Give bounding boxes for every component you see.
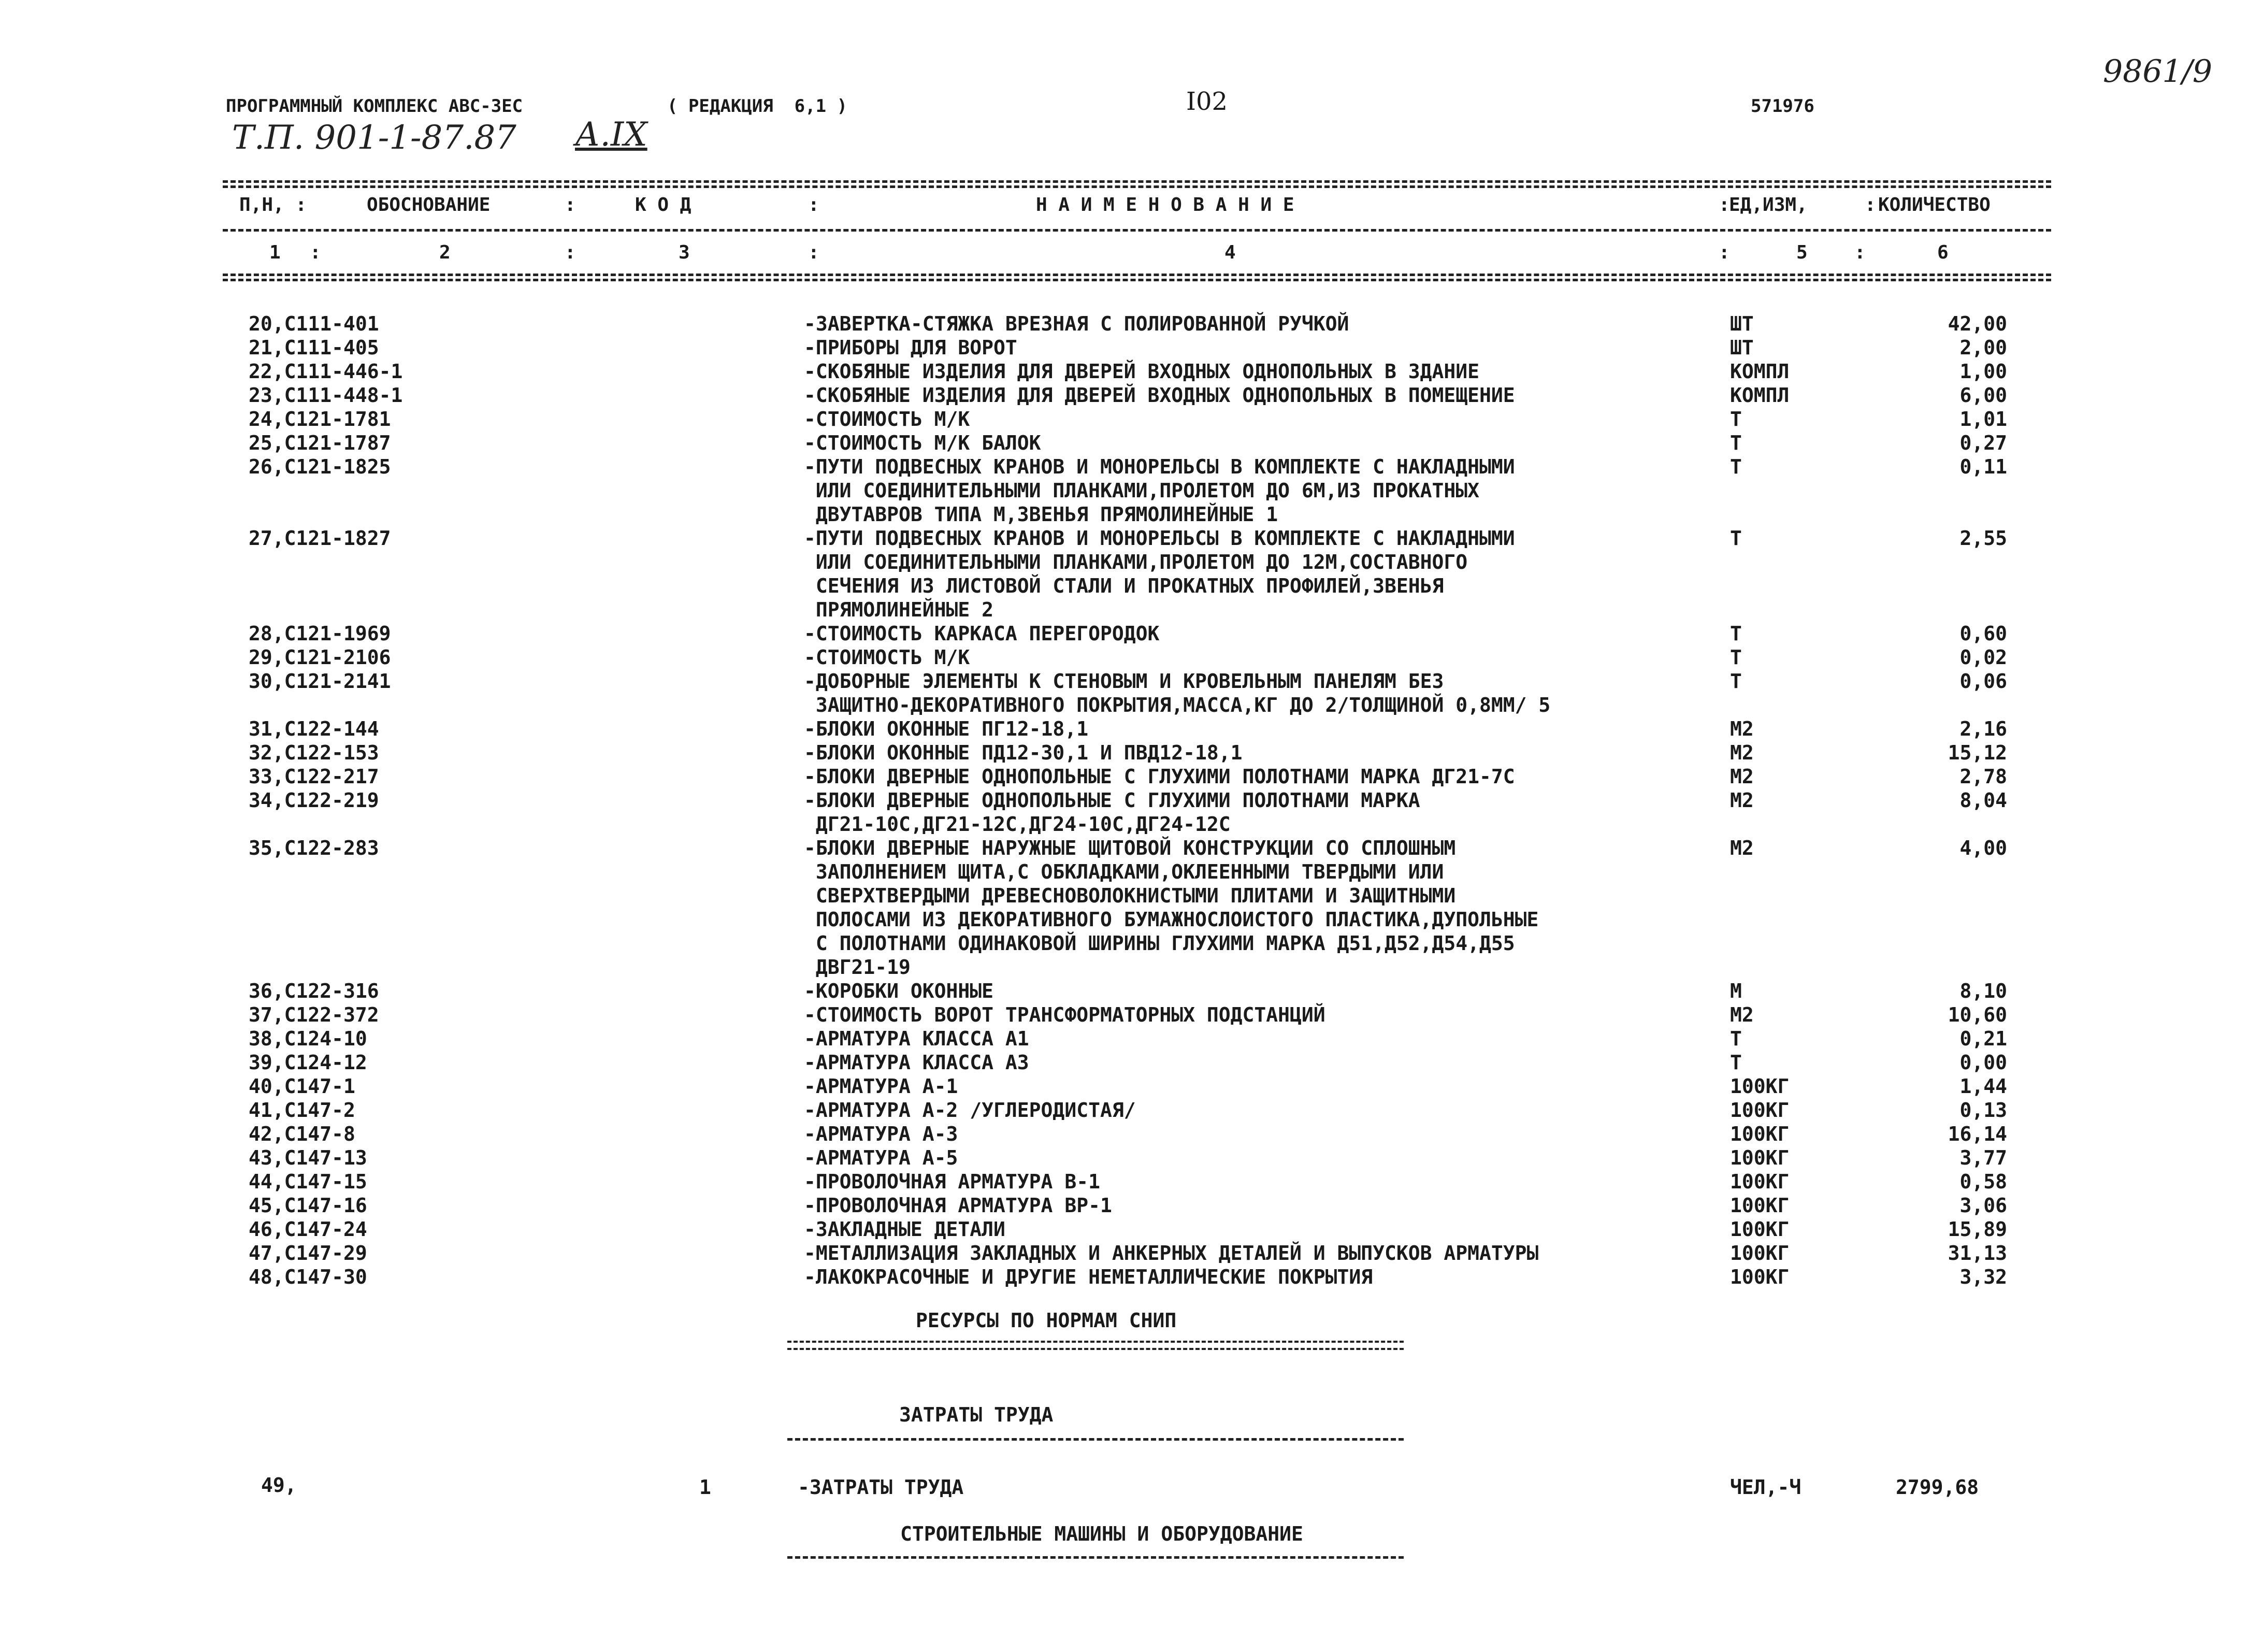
table-row <box>0 1170 2263 1194</box>
row-quantity: 10,60 <box>1948 1003 2007 1026</box>
row-position: 29,С121-2106 <box>249 646 391 669</box>
row-quantity: 2,78 <box>1959 765 2007 788</box>
row-name: -СТОИМОСТЬ ВОРОТ ТРАНСФОРМАТОРНЫХ ПОДСТАНЦИЙ <box>804 1003 1325 1026</box>
row-name: -БЛОКИ ДВЕРНЫЕ ОДНОПОЛЬНЫЕ С ГЛУХИМИ ПОЛОТНАМИ МАРКА ДГ21-7С <box>804 765 1515 788</box>
row-name: -СТОИМОСТЬ М/К <box>804 646 970 669</box>
row-quantity: 3,77 <box>1959 1146 2007 1169</box>
row-position: 28,С121-1969 <box>249 622 391 645</box>
row-quantity: 1,00 <box>1959 360 2007 383</box>
col-num-2: 2 <box>439 242 451 263</box>
col-head-name: Н А И М Е Н О В А Н И Е <box>1036 194 1294 216</box>
row-quantity: 3,32 <box>1959 1266 2007 1288</box>
table-row <box>0 622 2263 645</box>
row-position: 26,С121-1825 <box>249 455 391 478</box>
row-unit: М2 <box>1730 717 1754 740</box>
row-quantity: 0,00 <box>1959 1051 2007 1074</box>
row-quantity: 4,00 <box>1959 837 2007 859</box>
row-quantity: 0,60 <box>1959 622 2007 645</box>
row-unit: М2 <box>1730 741 1754 764</box>
row-name: -БЛОКИ ОКОННЫЕ ПГ12-18,1 <box>804 717 1089 740</box>
col-head-basis: ОБОСНОВАНИЕ <box>367 194 491 216</box>
table-row <box>0 836 2263 979</box>
table-row <box>0 1265 2263 1289</box>
document-code: 571976 <box>1751 96 1814 117</box>
row-quantity: 3,06 <box>1959 1194 2007 1217</box>
row-position: 44,С147-15 <box>249 1170 367 1193</box>
row-unit: 100КГ <box>1730 1242 1790 1265</box>
row-quantity: 0,11 <box>1959 455 2007 478</box>
row-position: 43,С147-13 <box>249 1146 367 1169</box>
row-unit: 100КГ <box>1730 1146 1790 1169</box>
table-row <box>0 717 2263 741</box>
header-rule-top <box>223 180 2051 183</box>
row-unit: Т <box>1730 1051 1742 1074</box>
row-quantity: 2,16 <box>1959 717 2007 740</box>
row-unit: 100КГ <box>1730 1123 1790 1145</box>
row-position: 27,С121-1827 <box>249 527 391 550</box>
table-row <box>0 979 2263 1003</box>
row-position: 35,С122-283 <box>249 837 379 859</box>
section-machines: СТРОИТЕЛЬНЫЕ МАШИНЫ И ОБОРУДОВАНИЕ <box>900 1522 1303 1545</box>
row-name: -АРМАТУРА КЛАССА А1 <box>804 1027 1029 1050</box>
row-unit: М2 <box>1730 765 1754 788</box>
row-quantity: 0,21 <box>1959 1027 2007 1050</box>
table-row <box>0 788 2263 836</box>
handwritten-album: А.IX <box>575 116 647 154</box>
row-unit: М <box>1730 980 1742 1002</box>
row-position: 42,С147-8 <box>249 1123 355 1145</box>
header-rule-bottom-2 <box>223 279 2051 281</box>
row-unit: М2 <box>1730 1003 1754 1026</box>
row-position: 40,С147-1 <box>249 1075 355 1098</box>
row-quantity: 15,12 <box>1948 741 2007 764</box>
row-name: -АРМАТУРА КЛАССА А3 <box>804 1051 1029 1074</box>
row-position: 36,С122-316 <box>249 980 379 1002</box>
row-unit: 100КГ <box>1730 1170 1790 1193</box>
labor-row-code: 1 <box>699 1476 711 1499</box>
row-name: -СКОБЯНЫЕ ИЗДЕЛИЯ ДЛЯ ДВЕРЕЙ ВХОДНЫХ ОДНОПОЛЬНЫХ В ПОМЕЩЕНИЕ <box>804 384 1515 407</box>
row-position: 38,С124-10 <box>249 1027 367 1050</box>
row-unit: Т <box>1730 432 1742 454</box>
table-row <box>0 1146 2263 1170</box>
col-sep: : <box>1719 242 1730 263</box>
col-head-code: К О Д <box>635 194 691 216</box>
row-unit: Т <box>1730 646 1742 669</box>
row-unit: Т <box>1730 408 1742 430</box>
row-position: 37,С122-372 <box>249 1003 379 1026</box>
row-name: -ПРИБОРЫ ДЛЯ ВОРОТ <box>804 336 1017 359</box>
row-unit: 100КГ <box>1730 1266 1790 1288</box>
row-quantity: 0,58 <box>1959 1170 2007 1193</box>
row-position: 41,С147-2 <box>249 1099 355 1122</box>
table-row <box>0 360 2263 383</box>
row-position: 25,С121-1787 <box>249 432 391 454</box>
header-rule-top-2 <box>223 185 2051 188</box>
section-machines-rule <box>787 1556 1404 1559</box>
row-quantity: 2,00 <box>1959 336 2007 359</box>
row-quantity: 2,55 <box>1959 527 2007 550</box>
table-row <box>0 526 2263 622</box>
row-unit: Т <box>1730 670 1742 693</box>
row-quantity: 1,01 <box>1959 408 2007 430</box>
row-name: -АРМАТУРА А-2 /УГЛЕРОДИСТАЯ/ <box>804 1099 1136 1122</box>
table-row <box>0 1217 2263 1241</box>
row-position: 21,С111-405 <box>249 336 379 359</box>
row-unit: Т <box>1730 622 1742 645</box>
row-unit: Т <box>1730 455 1742 478</box>
row-name: -ПРОВОЛОЧНАЯ АРМАТУРА ВР-1 <box>804 1194 1112 1217</box>
row-quantity: 8,04 <box>1959 789 2007 812</box>
col-sep: : <box>310 242 321 263</box>
table-row <box>0 336 2263 360</box>
col-num-1: 1 <box>269 242 281 263</box>
table-row <box>0 1074 2263 1098</box>
table-row <box>0 1027 2263 1051</box>
table-row <box>0 407 2263 431</box>
col-sep: : <box>565 194 576 216</box>
col-sep: : <box>808 242 819 263</box>
row-position: 31,С122-144 <box>249 717 379 740</box>
row-quantity: 0,27 <box>1959 432 2007 454</box>
table-row <box>0 455 2263 526</box>
row-quantity: 15,89 <box>1948 1218 2007 1241</box>
table-row <box>0 431 2263 455</box>
row-unit: 100КГ <box>1730 1194 1790 1217</box>
row-name: -ПРОВОЛОЧНАЯ АРМАТУРА В-1 <box>804 1170 1100 1193</box>
row-name: -ПУТИ ПОДВЕСНЫХ КРАНОВ И МОНОРЕЛЬСЫ В КОМПЛЕКТЕ С НАКЛАДНЫМИ ИЛИ СОЕДИНИТЕЛЬНЫМИ ПЛАНКАМИ,ПРОЛЕТОМ ДО 12М,СОСТАВНОГО СЕЧЕНИЯ ИЗ ЛИСТОВОЙ СТАЛИ И ПРОКАТНЫХ ПРОФИЛЕЙ,ЗВЕНЬЯ ПРЯМОЛИНЕЙНЫЕ 2 <box>804 527 1515 621</box>
program-title: ПРОГРАММНЫЙ КОМПЛЕКС АВС-3ЕС <box>226 96 523 117</box>
row-name: -АРМАТУРА А-3 <box>804 1123 958 1145</box>
estimate-table <box>0 312 2263 1289</box>
row-unit: Т <box>1730 527 1742 550</box>
row-name: -БЛОКИ ДВЕРНЫЕ ОДНОПОЛЬНЫЕ С ГЛУХИМИ ПОЛОТНАМИ МАРКА ДГ21-10С,ДГ21-12С,ДГ24-10С,ДГ24-12С <box>804 789 1420 836</box>
table-row <box>0 1098 2263 1122</box>
table-row <box>0 312 2263 336</box>
table-row <box>0 669 2263 717</box>
row-name: -СТОИМОСТЬ М/К БАЛОК <box>804 432 1041 454</box>
table-row <box>0 1122 2263 1146</box>
row-name: -СТОИМОСТЬ М/К <box>804 408 970 430</box>
header-rule-mid <box>223 229 2051 232</box>
col-sep: : <box>1719 194 1730 216</box>
row-position: 24,С121-1781 <box>249 408 391 430</box>
row-unit: Т <box>1730 1027 1742 1050</box>
col-head-pn: П,Н, : <box>239 194 307 216</box>
page-number: I02 <box>1186 87 1228 116</box>
table-row <box>0 1194 2263 1217</box>
col-num-6: 6 <box>1937 242 1949 263</box>
table-row <box>0 1241 2263 1265</box>
section-labor-rule <box>787 1438 1404 1441</box>
row-unit: КОМПЛ <box>1730 360 1790 383</box>
labor-row-pos: 49, <box>261 1474 297 1497</box>
row-position: 30,С121-2141 <box>249 670 391 693</box>
row-name: -КОРОБКИ ОКОННЫЕ <box>804 980 994 1002</box>
col-num-4: 4 <box>1224 242 1236 263</box>
row-name: -МЕТАЛЛИЗАЦИЯ ЗАКЛАДНЫХ И АНКЕРНЫХ ДЕТАЛЕЙ И ВЫПУСКОВ АРМАТУРЫ <box>804 1242 1539 1265</box>
row-unit: КОМПЛ <box>1730 384 1790 407</box>
row-position: 47,С147-29 <box>249 1242 367 1265</box>
row-name: -СКОБЯНЫЕ ИЗДЕЛИЯ ДЛЯ ДВЕРЕЙ ВХОДНЫХ ОДНОПОЛЬНЫХ В ЗДАНИЕ <box>804 360 1480 383</box>
section-resources-double-rule <box>787 1341 1404 1350</box>
row-position: 34,С122-219 <box>249 789 379 812</box>
row-quantity: 42,00 <box>1948 312 2007 335</box>
row-position: 32,С122-153 <box>249 741 379 764</box>
col-sep: : <box>1854 242 1866 263</box>
row-name: -АРМАТУРА А-5 <box>804 1146 958 1169</box>
table-row <box>0 1003 2263 1027</box>
table-row <box>0 765 2263 788</box>
section-labor: ЗАТРАТЫ ТРУДА <box>899 1403 1054 1426</box>
row-unit: 100КГ <box>1730 1075 1790 1098</box>
row-quantity: 0,06 <box>1959 670 2007 693</box>
row-position: 20,С111-401 <box>249 312 379 335</box>
table-row <box>0 383 2263 407</box>
section-resources: РЕСУРСЫ ПО НОРМАМ СНИП <box>916 1309 1177 1332</box>
col-num-5: 5 <box>1796 242 1808 263</box>
row-quantity: 8,10 <box>1959 980 2007 1002</box>
col-head-unit: ЕД,ИЗМ, <box>1729 194 1808 216</box>
row-position: 45,С147-16 <box>249 1194 367 1217</box>
row-position: 33,С122-217 <box>249 765 379 788</box>
row-name: -АРМАТУРА А-1 <box>804 1075 958 1098</box>
row-position: 23,С111-448-1 <box>249 384 403 407</box>
table-row <box>0 741 2263 765</box>
row-position: 39,С124-12 <box>249 1051 367 1074</box>
row-name: -ПУТИ ПОДВЕСНЫХ КРАНОВ И МОНОРЕЛЬСЫ В КОМПЛЕКТЕ С НАКЛАДНЫМИ ИЛИ СОЕДИНИТЕЛЬНЫМИ ПЛАНКАМИ,ПРОЛЕТОМ ДО 6М,ИЗ ПРОКАТНЫХ ДВУТАВРОВ ТИПА М,ЗВЕНЬЯ ПРЯМОЛИНЕЙНЫЕ 1 <box>804 455 1515 526</box>
labor-row-name: -ЗАТРАТЫ ТРУДА <box>798 1476 964 1499</box>
col-sep: : <box>808 194 819 216</box>
row-name: -ЗАВЕРТКА-СТЯЖКА ВРЕЗНАЯ С ПОЛИРОВАННОЙ РУЧКОЙ <box>804 312 1349 335</box>
row-quantity: 31,13 <box>1948 1242 2007 1265</box>
col-sep: : <box>1865 194 1876 216</box>
handwritten-corner-number: 9861/9 <box>2103 53 2213 90</box>
table-row <box>0 645 2263 669</box>
row-unit: ШТ <box>1730 336 1754 359</box>
table-row <box>0 1051 2263 1074</box>
row-position: 22,С111-446-1 <box>249 360 403 383</box>
row-name: -ДОБОРНЫЕ ЭЛЕМЕНТЫ К СТЕНОВЫМ И КРОВЕЛЬНЫМ ПАНЕЛЯМ БЕЗ ЗАЩИТНО-ДЕКОРАТИВНОГО ПОКРЫТИЯ,МАССА,КГ ДО 2/ТОЛЩИНОЙ 0,8ММ/ 5 <box>804 670 1551 716</box>
labor-row-qty: 2799,68 <box>1896 1476 1979 1499</box>
row-position: 48,С147-30 <box>249 1266 367 1288</box>
row-quantity: 6,00 <box>1959 384 2007 407</box>
row-quantity: 0,13 <box>1959 1099 2007 1122</box>
col-sep: : <box>565 242 576 263</box>
row-name: -ЛАКОКРАСОЧНЫЕ И ДРУГИЕ НЕМЕТАЛЛИЧЕСКИЕ ПОКРЫТИЯ <box>804 1266 1373 1288</box>
row-quantity: 0,02 <box>1959 646 2007 669</box>
labor-row-unit: ЧЕЛ,-Ч <box>1730 1476 1801 1499</box>
header-rule-bottom <box>223 274 2051 276</box>
row-unit: М2 <box>1730 789 1754 812</box>
edition-label: ( РЕДАКЦИЯ 6,1 ) <box>667 96 847 117</box>
handwritten-project: Т.П. 901-1-87.87 <box>232 119 516 157</box>
row-quantity: 16,14 <box>1948 1123 2007 1145</box>
row-unit: М2 <box>1730 837 1754 859</box>
row-unit: 100КГ <box>1730 1099 1790 1122</box>
row-name: -БЛОКИ ДВЕРНЫЕ НАРУЖНЫЕ ЩИТОВОЙ КОНСТРУКЦИИ СО СПЛОШНЫМ ЗАПОЛНЕНИЕМ ЩИТА,С ОБКЛАДКАМИ,ОКЛЕЕННЫМИ ТВЕРДЫМИ ИЛИ СВЕРХТВЕРДЫМИ ДРЕВЕСНОВОЛОКНИСТЫМИ ПЛИТАМИ И ЗАЩИТНЫМИ ПОЛОСАМИ ИЗ ДЕКОРАТИВНОГО БУМАЖНОСЛОИСТОГО ПЛАСТИКА,ДУПОЛЬНЫЕ С ПОЛОТНАМИ ОДИНАКОВОЙ ШИРИНЫ ГЛУХИМИ МАРКА Д51,Д52,Д54,Д55 ДВГ21-19 <box>804 837 1539 979</box>
col-num-3: 3 <box>679 242 690 263</box>
row-quantity: 1,44 <box>1959 1075 2007 1098</box>
row-name: -СТОИМОСТЬ КАРКАСА ПЕРЕГОРОДОК <box>804 622 1160 645</box>
row-position: 46,С147-24 <box>249 1218 367 1241</box>
row-name: -ЗАКЛАДНЫЕ ДЕТАЛИ <box>804 1218 1005 1241</box>
col-head-qty: КОЛИЧЕСТВО <box>1878 194 1991 216</box>
row-name: -БЛОКИ ОКОННЫЕ ПД12-30,1 И ПВД12-18,1 <box>804 741 1243 764</box>
row-unit: ШТ <box>1730 312 1754 335</box>
row-unit: 100КГ <box>1730 1218 1790 1241</box>
